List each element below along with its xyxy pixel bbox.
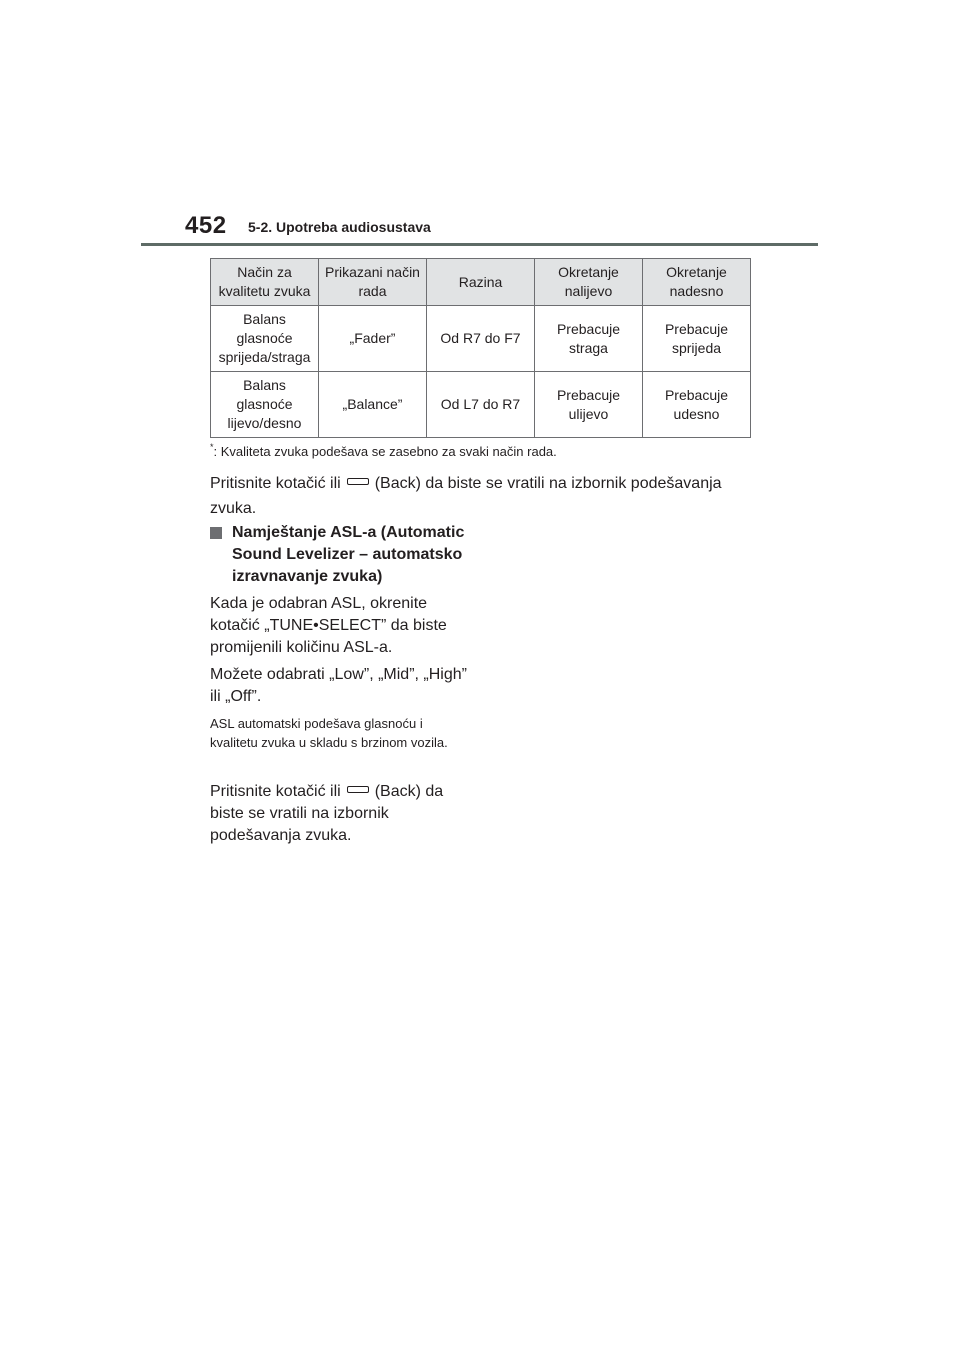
footnote-mark: *: [210, 442, 214, 452]
table-cell: Prebacuje straga: [535, 306, 643, 372]
asl-back-after: (Back) da biste se vratili na izbornik podešavanja zvuka.: [210, 783, 444, 844]
table-cell: „Balance”: [319, 372, 427, 438]
asl-back-before: Pritisnite kotačić ili: [210, 783, 341, 800]
header-rule: [141, 243, 818, 246]
table-cell: Prebacuje udesno: [643, 372, 751, 438]
table-header-cell: Okretanje nalijevo: [535, 259, 643, 306]
footnote-text: : Kvaliteta zvuka podešava se zasebno za svaki način rada.: [213, 444, 557, 459]
square-bullet-icon: [210, 527, 222, 539]
table-header-cell: Način za kvalitetu zvuka: [211, 259, 319, 306]
asl-heading: [210, 522, 480, 588]
table-cell: Od L7 do R7: [427, 372, 535, 438]
table-cell: Prebacuje ulijevo: [535, 372, 643, 438]
sound-quality-table: [210, 258, 751, 438]
table-cell: „Fader”: [319, 306, 427, 372]
asl-options: Možete odabrati „Low”, „Mid”, „High” ili „Off”.: [210, 666, 467, 705]
asl-back-instruction: [210, 781, 472, 847]
table-header-cell: Okretanje nadesno: [643, 259, 751, 306]
asl-instruction: Kada je odabran ASL, okrenite kotačić „TUNE•SELECT” da biste promijenili količinu ASL-a.: [210, 595, 447, 656]
table-cell: Od R7 do F7: [427, 306, 535, 372]
back-instruction-after: (Back) da biste se vratili na izbornik podešavanja zvuka.: [210, 475, 722, 517]
section-title: 5-2. Upotreba audiosustava: [248, 219, 431, 235]
table-cell: Balans glasnoće sprijeda/straga: [211, 306, 319, 372]
table-header-cell: Prikazani način rada: [319, 259, 427, 306]
table-cell: Prebacuje sprijeda: [643, 306, 751, 372]
page-number: 452: [185, 212, 227, 239]
table-cell: Balans glasnoće lijevo/desno: [211, 372, 319, 438]
table-header-row: [211, 259, 751, 306]
back-button-icon: [347, 478, 369, 485]
asl-note: ASL automatski podešava glasnoću i kvalitetu zvuka u skladu s brzinom vozila.: [210, 716, 448, 750]
back-button-icon: [347, 786, 369, 793]
table-header-cell: Razina: [427, 259, 535, 306]
table-footnote: [210, 442, 557, 459]
back-instruction: [210, 471, 750, 521]
table-row: [211, 372, 751, 438]
table-row: [211, 306, 751, 372]
asl-heading-text: Namještanje ASL-a (Automatic Sound Levelizer – automatsko izravnavanje zvuka): [232, 524, 465, 585]
back-instruction-before: Pritisnite kotačić ili: [210, 475, 341, 492]
